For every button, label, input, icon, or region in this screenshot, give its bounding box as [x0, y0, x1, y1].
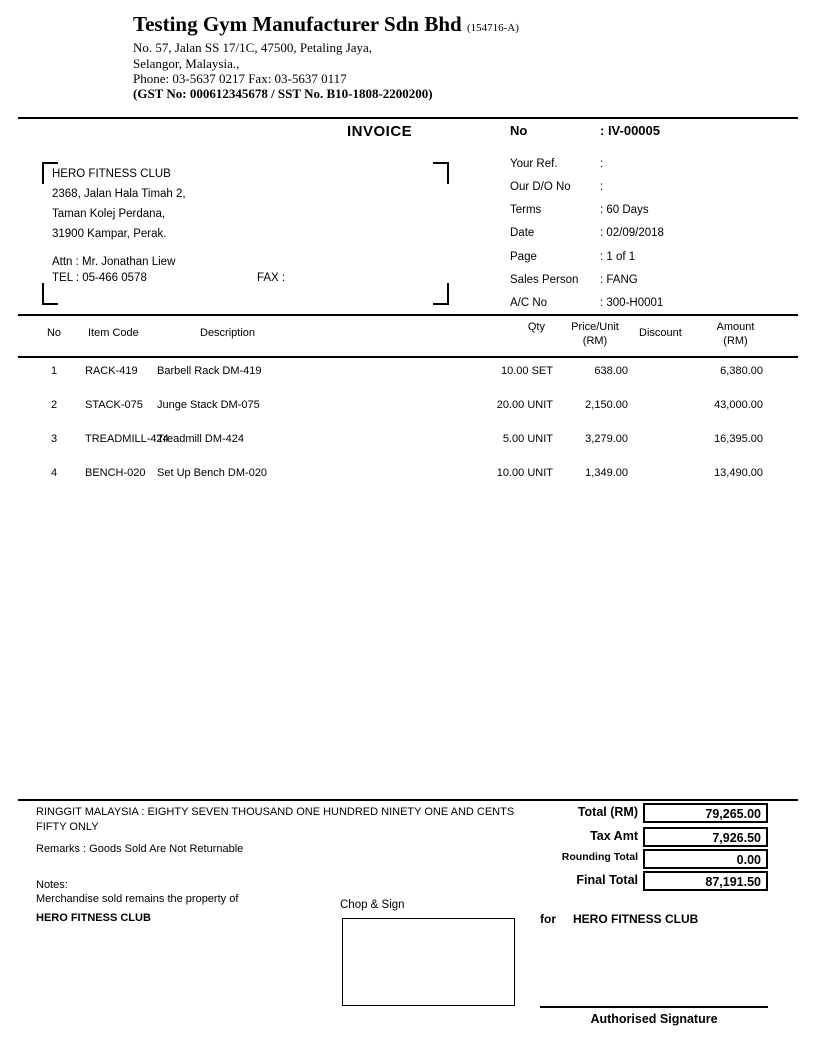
info-value-do-no: :: [600, 181, 604, 193]
amount-in-words-line2: FIFTY ONLY: [36, 821, 99, 833]
col-header-price-unit: [560, 320, 630, 348]
rounding-total-value: 0.00: [643, 849, 768, 869]
col-header-no: No: [46, 327, 62, 339]
col-header-amount: [698, 320, 773, 348]
col-header-amount-line1: Amount: [716, 321, 755, 333]
col-header-description: Description: [200, 327, 256, 339]
row2-qty: 20.00 UNIT: [496, 399, 553, 411]
address-corner-mark-bottom-right: [433, 283, 449, 305]
col-header-price-line2: (RM): [582, 335, 608, 347]
tax-amt-label: Tax Amt: [590, 829, 638, 843]
info-label-date: Date: [510, 227, 535, 239]
address-corner-mark-bottom-left: [42, 283, 58, 305]
info-label-your-ref: Your Ref.: [510, 158, 558, 170]
table-header-top-rule: [18, 314, 798, 316]
final-total-label: Final Total: [576, 873, 638, 887]
row4-item-code: BENCH-020: [85, 467, 146, 479]
company-name: [133, 12, 519, 37]
row4-qty: 10.00 UNIT: [496, 467, 553, 479]
invoice-no-label: No: [510, 123, 528, 138]
row3-no: 3: [50, 433, 58, 445]
row3-amount: 16,395.00: [714, 433, 763, 445]
info-value-date: : 02/09/2018: [600, 227, 664, 239]
company-address-line2: Selangor, Malaysia.,: [133, 56, 240, 71]
amount-in-words-line1: RINGGIT MALAYSIA : EIGHTY SEVEN THOUSAND ONE HUNDRED NINETY ONE AND CENTS: [36, 806, 515, 818]
customer-tel: TEL : 05-466 0578: [52, 272, 147, 284]
company-phone-fax: Phone: 03-5637 0217 Fax: 03-5637 0117: [133, 71, 347, 86]
customer-name: HERO FITNESS CLUB: [52, 168, 171, 180]
info-value-ac-no: : 300-H0001: [600, 297, 664, 309]
info-value-sales-person: : FANG: [600, 274, 638, 286]
authorised-signature-label: Authorised Signature: [590, 1012, 718, 1026]
rounding-total-label: Rounding Total: [561, 851, 638, 863]
company-address-line1: No. 57, Jalan SS 17/1C, 47500, Petaling Jaya,: [133, 40, 373, 55]
company-registration: (154716-A): [466, 22, 519, 34]
row3-description: Treadmill DM-424: [157, 433, 245, 445]
remarks-text: Remarks : Goods Sold Are Not Returnable: [36, 843, 244, 855]
row4-amount: 13,490.00: [714, 467, 763, 479]
row4-no: 4: [50, 467, 58, 479]
footer-divider: [18, 799, 798, 801]
row1-price: 638.00: [594, 365, 628, 377]
col-header-qty: Qty: [527, 321, 545, 333]
info-label-terms: Terms: [510, 204, 542, 216]
row2-no: 2: [50, 399, 58, 411]
customer-address-line3: 31900 Kampar, Perak.: [52, 228, 167, 240]
row2-item-code: STACK-075: [85, 399, 143, 411]
document-title: INVOICE: [347, 123, 413, 140]
signature-line: [540, 1006, 768, 1008]
header-divider: [18, 117, 798, 119]
tax-amt-value: 7,926.50: [643, 827, 768, 847]
row3-qty: 5.00 UNIT: [502, 433, 553, 445]
row3-item-code: TREADMILL-424: [85, 433, 169, 445]
for-label: for: [540, 912, 556, 926]
row1-qty: 10.00 SET: [501, 365, 553, 377]
col-header-item-code: Item Code: [88, 327, 139, 339]
row2-description: Junge Stack DM-075: [157, 399, 260, 411]
customer-fax: FAX :: [257, 272, 286, 284]
row1-amount: 6,380.00: [720, 365, 763, 377]
row1-no: 1: [50, 365, 58, 377]
col-header-discount: Discount: [639, 327, 682, 339]
info-label-page: Page: [510, 251, 537, 263]
company-tax-numbers: (GST No: 000612345678 / SST No. B10-1808-2200200): [133, 86, 433, 101]
notes-company: HERO FITNESS CLUB: [36, 912, 151, 924]
customer-address-line2: Taman Kolej Perdana,: [52, 208, 166, 220]
final-total-value: 87,191.50: [643, 871, 768, 891]
row1-item-code: RACK-419: [85, 365, 138, 377]
notes-line: Merchandise sold remains the property of: [36, 893, 239, 905]
info-label-do-no: Our D/O No: [510, 181, 571, 193]
row1-description: Barbell Rack DM-419: [157, 365, 262, 377]
table-header-bottom-rule: [18, 356, 798, 358]
invoice-no-value: : IV-00005: [600, 123, 660, 138]
info-value-terms: : 60 Days: [600, 204, 649, 216]
customer-attn: Attn : Mr. Jonathan Liew: [52, 256, 176, 268]
row4-description: Set Up Bench DM-020: [157, 467, 268, 479]
chop-sign-box: [342, 918, 515, 1006]
info-label-ac-no: A/C No: [510, 297, 548, 309]
info-value-your-ref: :: [600, 158, 604, 170]
notes-label: Notes:: [36, 879, 68, 891]
info-value-page: : 1 of 1: [600, 251, 636, 263]
row4-price: 1,349.00: [585, 467, 628, 479]
customer-address-line1: 2368, Jalan Hala Timah 2,: [52, 188, 186, 200]
row3-price: 3,279.00: [585, 433, 628, 445]
col-header-price-line1: Price/Unit: [571, 321, 619, 333]
chop-sign-label: Chop & Sign: [340, 899, 405, 911]
total-rm-label: Total (RM): [577, 805, 638, 819]
for-company: HERO FITNESS CLUB: [573, 912, 699, 926]
total-rm-value: 79,265.00: [643, 803, 768, 823]
col-header-amount-line2: (RM): [723, 335, 748, 347]
row2-price: 2,150.00: [585, 399, 628, 411]
company-name-text: Testing Gym Manufacturer Sdn Bhd: [133, 12, 462, 36]
info-label-sales-person: Sales Person: [510, 274, 579, 286]
row2-amount: 43,000.00: [714, 399, 763, 411]
address-corner-mark-top-right: [433, 162, 449, 184]
